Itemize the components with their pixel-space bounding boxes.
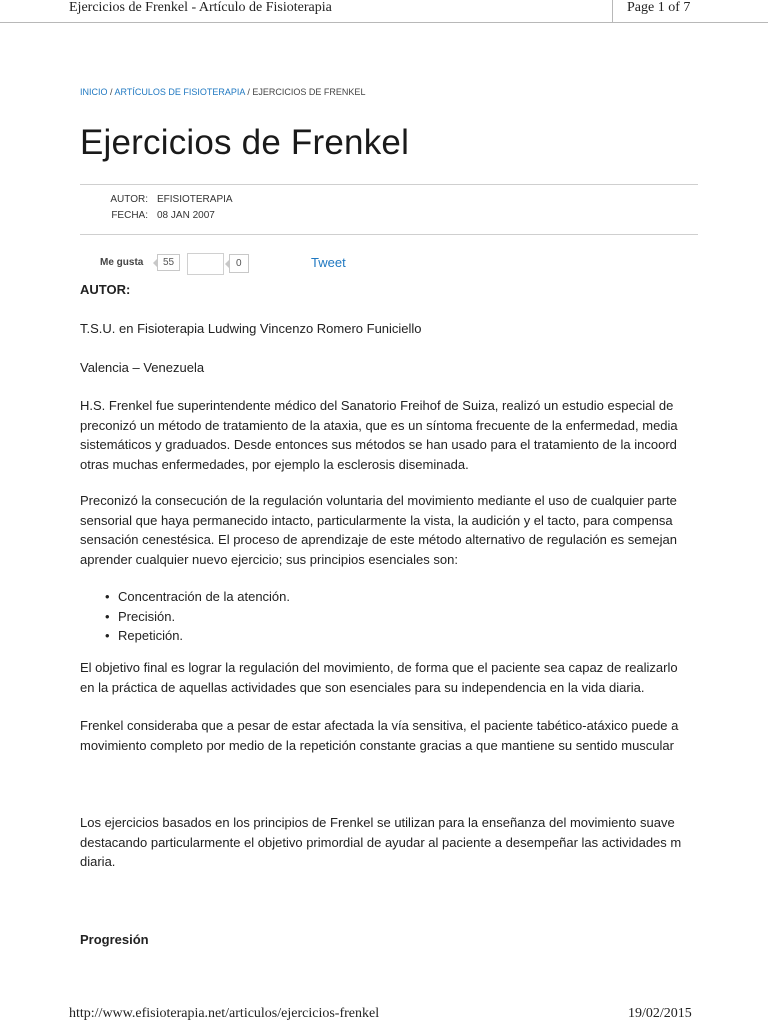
meta-date-label: FECHA: (111, 210, 148, 221)
principles-list (105, 587, 290, 646)
social-bar (80, 253, 698, 275)
paragraph-line: preconizó un método de tratamiento de la ataxia, que es un síntoma frecuente de la enfermedad, media (80, 417, 678, 433)
tweet-button[interactable]: Tweet (311, 255, 346, 270)
paragraph-line: sensorial que haya permanecido intacto, particularmente la vista, la audición y el tacto, para compensa (80, 512, 673, 528)
author-location: Valencia – Venezuela (80, 360, 205, 375)
paragraph-line: aprender cualquier nuevo ejercicio; sus principios esenciales son: (80, 551, 458, 567)
paragraph-line: El objetivo final es lograr la regulación del movimiento, de forma que el paciente sea capaz de realizarlo (80, 660, 678, 675)
meta-date-value: 08 JAN 2007 (157, 210, 215, 221)
paragraph-line: en la práctica de aquellas actividades que son esenciales para su independencia en la vida diaria. (80, 679, 645, 695)
paragraph-line: Los ejercicios basados en los principios de Frenkel se utilizan para la enseñanza del movimiento suave (80, 815, 675, 830)
breadcrumb (80, 87, 365, 97)
footer-url: http://www.efisioterapia.net/articulos/ejercicios-frenkel (69, 1006, 380, 1021)
meta-author-label: AUTOR: (110, 194, 148, 205)
paragraph-line: Frenkel consideraba que a pesar de estar afectada la vía sensitiva, el paciente tabético-atáxico puede a (80, 718, 679, 733)
author-heading: AUTOR: (80, 282, 131, 297)
share-button[interactable] (187, 253, 224, 275)
footer-date: 19/02/2015 (628, 1006, 692, 1021)
breadcrumb-separator: / (244, 87, 253, 97)
like-count: 55 (157, 254, 180, 271)
title-divider (80, 184, 698, 185)
paragraph-line: sistemáticos y graduados. Desde entonces sus métodos se han usado para el tratamiento de la incoord (80, 437, 677, 452)
breadcrumb-link-articulos[interactable]: ARTÍCULOS DE FISIOTERAPIA (114, 87, 245, 97)
list-item: • Concentración de la atención. (105, 587, 290, 607)
paragraph-line: movimiento completo por medio de la repetición constante gracias a que mantiene su sentido muscular (80, 737, 674, 753)
author-name: T.S.U. en Fisioterapia Ludwing Vincenzo Romero Funiciello (80, 321, 422, 336)
share-count: 0 (229, 254, 249, 273)
paragraph-line: H.S. Frenkel fue superintendente médico del Sanatorio Freihof de Suiza, realizó un estudio especial de (80, 398, 674, 413)
breadcrumb-current: EJERCICIOS DE FRENKEL (252, 87, 366, 97)
breadcrumb-link-inicio[interactable]: INICIO (80, 87, 108, 97)
paragraph-line: sensación cenestésica. El proceso de aprendizaje de este método alternativo de regulación es semejan (80, 532, 677, 547)
like-button[interactable]: Me gusta (100, 257, 144, 268)
list-item: • Repetición. (105, 626, 290, 646)
article-content (80, 0, 698, 1000)
progression-heading: Progresión (80, 932, 149, 947)
page-number: Page 1 of 7 (627, 0, 691, 15)
print-header-title: Ejercicios de Frenkel - Artículo de Fisioterapia (69, 0, 332, 15)
paragraph-line: otras muchas enfermedades, por ejemplo la esclerosis diseminada. (80, 456, 469, 472)
paragraph-line: Preconizó la consecución de la regulación voluntaria del movimiento mediante el uso de cualquier parte (80, 493, 677, 508)
meta-author-value: EFISIOTERAPIA (157, 194, 233, 205)
meta-divider (80, 234, 698, 235)
paragraph-line: diaria. (80, 854, 116, 869)
paragraph-line: destacando particularmente el objetivo primordial de ayudar al paciente a desempeñar las actividades m (80, 834, 682, 850)
page-title: Ejercicios de Frenkel (80, 123, 410, 162)
breadcrumb-separator: / (107, 87, 115, 97)
print-footer (0, 1004, 768, 1024)
list-item: • Precisión. (105, 607, 290, 627)
